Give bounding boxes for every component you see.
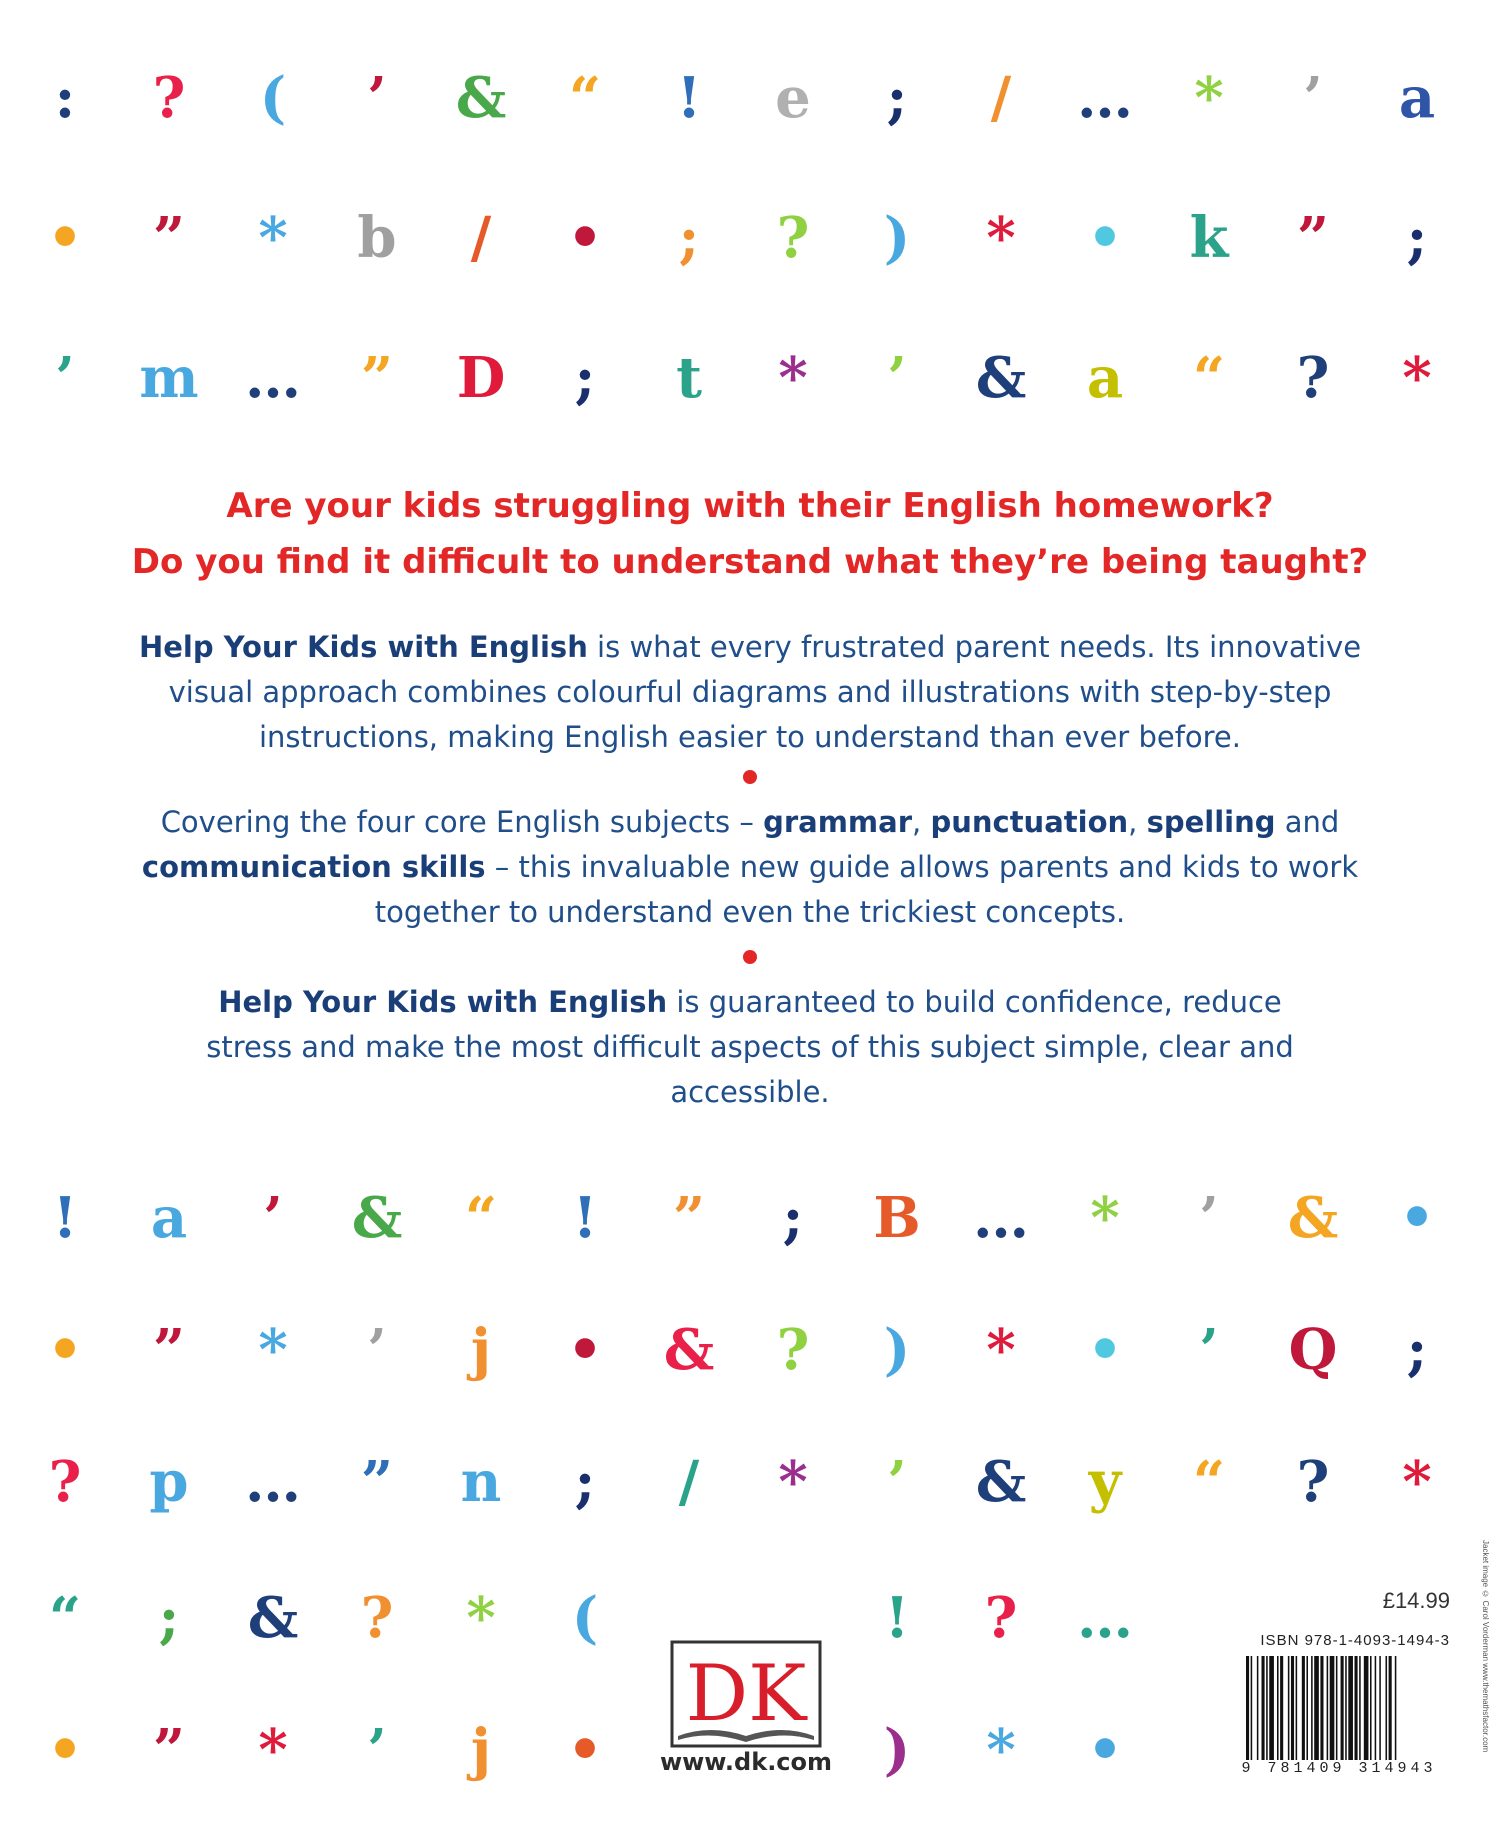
- barcode-bar: [1311, 1656, 1313, 1760]
- dk-logo-text: DK: [685, 1649, 807, 1739]
- paragraph-text: is what every frustrated parent needs. Its innovative visual approach combines colourful diagrams and illustrations with step-by-step instructions, making English easier to understand than ever before.: [168, 630, 1362, 754]
- barcode-bar: [1379, 1656, 1381, 1760]
- decorative-glyph: k: [1189, 205, 1229, 271]
- decorative-glyph: ;: [886, 65, 908, 131]
- decorative-glyph: !: [884, 1585, 910, 1651]
- decorative-glyph: *: [1090, 1185, 1120, 1251]
- decorative-glyph: ?: [1296, 1449, 1330, 1515]
- decorative-glyph: …: [973, 1185, 1029, 1251]
- decorative-glyph: ’: [367, 1317, 387, 1383]
- subject-communication-skills: communication skills: [141, 850, 486, 884]
- glyph-row-2: [0, 178, 1500, 298]
- decorative-glyph: “: [1192, 345, 1226, 411]
- decorative-glyph: *: [466, 1585, 496, 1651]
- barcode-bar: [1257, 1656, 1259, 1760]
- decorative-glyph: …: [245, 1449, 301, 1515]
- decorative-glyph: *: [778, 345, 808, 411]
- separator: and: [1275, 805, 1340, 839]
- decorative-glyph: ’: [1303, 65, 1323, 131]
- decorative-glyph: •: [567, 1717, 603, 1783]
- glyph-row-5: [0, 1290, 1500, 1410]
- decorative-glyph: &: [455, 65, 507, 131]
- decorative-glyph: a: [1086, 345, 1124, 411]
- decorative-glyph: ’: [1199, 1317, 1219, 1383]
- decorative-glyph: ;: [782, 1185, 804, 1251]
- decorative-glyph: &: [351, 1185, 403, 1251]
- decorative-glyph: ;: [158, 1585, 180, 1651]
- decorative-glyph: j: [470, 1317, 492, 1383]
- subject-spelling: spelling: [1146, 805, 1276, 839]
- barcode-bar: [1306, 1656, 1308, 1760]
- decorative-glyph: e: [775, 65, 811, 131]
- barcode-bar: [1330, 1656, 1335, 1760]
- decorative-glyph: m: [139, 345, 199, 411]
- decorative-glyph: ): [883, 1317, 911, 1383]
- decorative-glyph: “: [568, 65, 602, 131]
- glyph-row-3: [0, 318, 1500, 438]
- decorative-glyph: Q: [1288, 1317, 1338, 1383]
- glyph-row-6: [0, 1422, 1500, 1542]
- barcode-bar: [1291, 1656, 1294, 1760]
- decorative-glyph: ”: [1296, 205, 1330, 271]
- decorative-glyph: •: [1399, 1185, 1435, 1251]
- decorative-glyph: ): [883, 205, 911, 271]
- decorative-glyph: ;: [1406, 205, 1428, 271]
- glyph-row-1: [0, 38, 1500, 158]
- barcode-bar: [1375, 1656, 1377, 1760]
- barcode-bar: [1320, 1656, 1323, 1760]
- glyph-row-4: [0, 1158, 1500, 1278]
- decorative-glyph: *: [1194, 65, 1224, 131]
- barcode-bar: [1345, 1656, 1347, 1760]
- headline-line-2: Do you find it difficult to understand what they’re being taught?: [131, 542, 1369, 582]
- decorative-glyph: *: [258, 205, 288, 271]
- decorative-glyph: &: [975, 1449, 1027, 1515]
- decorative-glyph: D: [456, 345, 506, 411]
- decorative-glyph: ): [883, 1717, 911, 1783]
- decorative-glyph: *: [778, 1449, 808, 1515]
- publisher-url[interactable]: www.dk.com: [659, 1748, 833, 1776]
- decorative-glyph: •: [567, 1317, 603, 1383]
- barcode-bar: [1389, 1656, 1392, 1760]
- decorative-glyph: ;: [574, 1449, 596, 1515]
- subject-grammar: grammar: [763, 805, 913, 839]
- decorative-glyph: b: [357, 205, 397, 271]
- decorative-glyph: •: [1087, 205, 1123, 271]
- decorative-glyph: a: [150, 1185, 188, 1251]
- decorative-glyph: *: [986, 1317, 1016, 1383]
- price: £14.99: [1382, 1588, 1450, 1613]
- decorative-glyph: ’: [263, 1185, 283, 1251]
- decorative-glyph: ?: [776, 205, 810, 271]
- decorative-glyph: ?: [776, 1317, 810, 1383]
- barcode-bar: [1364, 1656, 1369, 1760]
- decorative-glyph: !: [52, 1185, 78, 1251]
- decorative-glyph: •: [47, 205, 83, 271]
- barcode-bar: [1288, 1656, 1290, 1760]
- decorative-glyph: !: [572, 1185, 598, 1251]
- headline: [0, 478, 1500, 590]
- decorative-glyph: ”: [152, 1717, 186, 1783]
- separator-bullet-1: [743, 770, 757, 784]
- decorative-glyph: ’: [367, 1717, 387, 1783]
- barcode-bar: [1359, 1656, 1361, 1760]
- decorative-glyph: B: [873, 1185, 921, 1251]
- decorative-glyph: ;: [574, 345, 596, 411]
- decorative-glyph: t: [676, 345, 702, 411]
- decorative-glyph: *: [986, 205, 1016, 271]
- decorative-glyph: /: [678, 1449, 700, 1515]
- decorative-glyph: ’: [887, 345, 907, 411]
- decorative-glyph: ;: [678, 205, 700, 271]
- decorative-glyph: *: [258, 1717, 288, 1783]
- decorative-glyph: &: [975, 345, 1027, 411]
- separator: ,: [1128, 805, 1147, 839]
- decorative-glyph: “: [48, 1585, 82, 1651]
- decorative-glyph: •: [567, 205, 603, 271]
- decorative-glyph: y: [1088, 1449, 1122, 1515]
- barcode-bar: [1296, 1656, 1298, 1760]
- book-title-bold: Help Your Kids with English: [218, 985, 668, 1019]
- decorative-glyph: ’: [887, 1449, 907, 1515]
- paragraph-tail: – this invaluable new guide allows parents and kids to work together to understand even the trickiest concepts.: [374, 850, 1359, 929]
- decorative-glyph: ”: [672, 1185, 706, 1251]
- decorative-glyph: ”: [152, 205, 186, 271]
- barcode: [1244, 1656, 1450, 1760]
- decorative-glyph: …: [1077, 65, 1133, 131]
- barcode-bar: [1370, 1656, 1372, 1760]
- barcode-bar: [1386, 1656, 1388, 1760]
- separator: ,: [912, 805, 931, 839]
- decorative-glyph: •: [47, 1317, 83, 1383]
- decorative-glyph: j: [470, 1717, 492, 1783]
- decorative-glyph: ”: [360, 345, 394, 411]
- decorative-glyph: (: [259, 65, 287, 131]
- barcode-bar: [1251, 1656, 1253, 1760]
- decorative-glyph: &: [663, 1317, 715, 1383]
- decorative-glyph: “: [464, 1185, 498, 1251]
- decorative-glyph: !: [676, 65, 702, 131]
- decorative-glyph: …: [245, 345, 301, 411]
- decorative-glyph: ?: [1296, 345, 1330, 411]
- decorative-glyph: “: [1192, 1449, 1226, 1515]
- decorative-glyph: :: [54, 65, 76, 131]
- barcode-bar: [1277, 1656, 1279, 1760]
- book-title-bold: Help Your Kids with English: [138, 630, 588, 664]
- decorative-glyph: ?: [48, 1449, 82, 1515]
- decorative-glyph: ?: [984, 1585, 1018, 1651]
- decorative-glyph: ?: [152, 65, 186, 131]
- barcode-bar: [1280, 1656, 1283, 1760]
- decorative-glyph: ’: [1199, 1185, 1219, 1251]
- barcode-bar: [1314, 1656, 1319, 1760]
- barcode-bar: [1262, 1656, 1265, 1760]
- decorative-glyph: ?: [360, 1585, 394, 1651]
- description-paragraph-2: [100, 800, 1400, 935]
- barcode-digits: 9 781409 314943: [1241, 1760, 1437, 1777]
- decorative-glyph: *: [1402, 345, 1432, 411]
- decorative-glyph: n: [460, 1449, 502, 1515]
- decorative-glyph: &: [247, 1585, 299, 1651]
- decorative-glyph: •: [1087, 1717, 1123, 1783]
- barcode-bar: [1341, 1656, 1344, 1760]
- decorative-glyph: (: [571, 1585, 599, 1651]
- decorative-glyph: ;: [1406, 1317, 1428, 1383]
- decorative-glyph: *: [258, 1317, 288, 1383]
- headline-line-1: Are your kids struggling with their English homework?: [226, 486, 1274, 526]
- barcode-bar: [1327, 1656, 1329, 1760]
- paragraph-text: is guaranteed to build confidence, reduce stress and make the most difficult aspects of this subject simple, clear and accessible.: [206, 985, 1294, 1109]
- paragraph-lead: Covering the four core English subjects –: [160, 805, 764, 839]
- decorative-glyph: a: [1398, 65, 1436, 131]
- decorative-glyph: •: [1087, 1317, 1123, 1383]
- decorative-glyph: …: [1077, 1585, 1133, 1651]
- decorative-glyph: p: [149, 1449, 189, 1515]
- barcode-bar: [1269, 1656, 1274, 1760]
- barcode-bar: [1302, 1656, 1305, 1760]
- decorative-glyph: /: [990, 65, 1012, 131]
- decorative-glyph: /: [470, 205, 492, 271]
- barcode-bar: [1246, 1656, 1249, 1760]
- description-paragraph-1: [100, 625, 1400, 760]
- decorative-glyph: •: [47, 1717, 83, 1783]
- subject-punctuation: punctuation: [930, 805, 1129, 839]
- jacket-image-credit: Jacket image © Carol Vorderman www.themathsfactor.com: [1481, 1540, 1490, 1753]
- barcode-bar: [1348, 1656, 1353, 1760]
- isbn: ISBN 978-1-4093-1494-3: [1260, 1632, 1450, 1649]
- barcode-bar: [1395, 1656, 1397, 1760]
- decorative-glyph: *: [1402, 1449, 1432, 1515]
- decorative-glyph: ”: [152, 1317, 186, 1383]
- barcode-bar: [1355, 1656, 1358, 1760]
- description-paragraph-3: [180, 980, 1320, 1115]
- barcode-bar: [1336, 1656, 1338, 1760]
- decorative-glyph: ’: [55, 345, 75, 411]
- separator-bullet-2: [743, 950, 757, 964]
- decorative-glyph: ”: [360, 1449, 394, 1515]
- decorative-glyph: *: [986, 1717, 1016, 1783]
- decorative-glyph: &: [1287, 1185, 1339, 1251]
- barcode-bar: [1266, 1656, 1268, 1760]
- decorative-glyph: ’: [367, 65, 387, 131]
- dk-logo: [670, 1640, 822, 1748]
